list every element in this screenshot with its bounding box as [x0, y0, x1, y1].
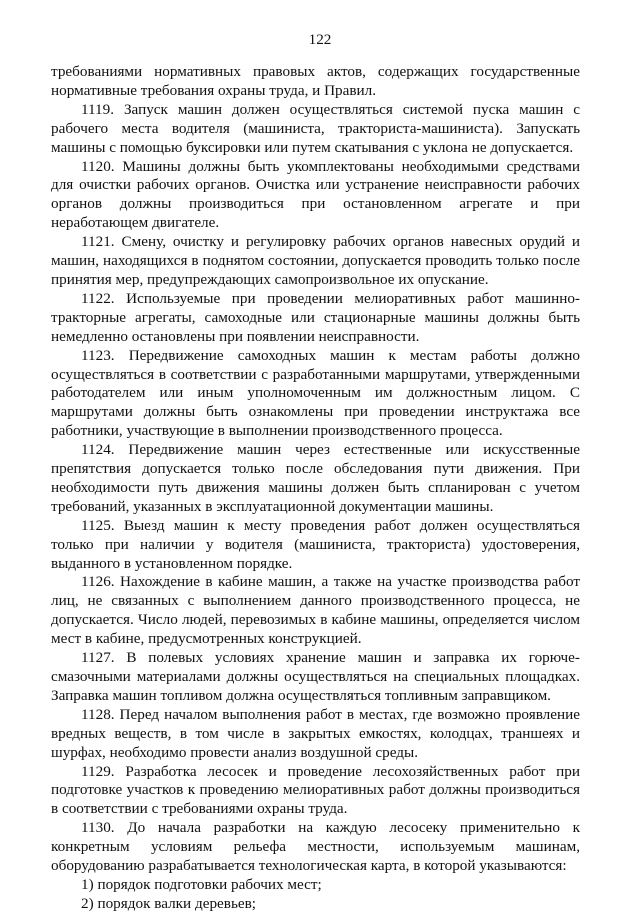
document-body	[51, 63, 580, 914]
paragraph-1130: 1130. До начала разработки на каждую лесосеку применительно к конкретным условиям рельефа местности, используемым машинам, оборудованию разрабатывается технологическая карта, в которой указываются:	[51, 819, 580, 875]
paragraph-1125: 1125. Выезд машин к месту проведения работ должен осуществляться только при наличии у водителя (машиниста, тракториста) удостоверения, выданного в установленном порядке.	[51, 516, 580, 572]
page-number: 122	[308, 31, 332, 48]
list-item: 1) порядок подготовки рабочих мест;	[81, 875, 322, 893]
paragraph-1129: 1129. Разработка лесосек и проведение лесохозяйственных работ при подготовке участков к проведению мелиоративных работ должны производиться в соответствии с требованиями охраны труда.	[51, 762, 580, 818]
paragraph-1127: 1127. В полевых условиях хранение машин и заправка их горюче-смазочными материалами должны осуществляться на специальных площадках. Заправка машин топливом должна осуществляться топливным заправщиком.	[51, 649, 580, 704]
paragraph-1122: 1122. Используемые при проведении мелиоративных работ машинно-тракторные агрегаты, самоходные или стационарные машины должны быть немедленно остановлены при появлении неисправности.	[51, 289, 580, 345]
paragraph-1123: 1123. Передвижение самоходных машин к местам работы должно осуществляться в соответствии с разработанными маршрутами, утвержденными работодателем или иным уполномоченным им должностным лицом. С маршрутами должны быть ознакомлены при проведении инструктажа все работники, участвующие в выполнении производственного процесса.	[51, 346, 580, 440]
paragraph-continuation: требованиями нормативных правовых актов, содержащих государственные нормативные требования охраны труда, и Правил.	[51, 63, 580, 99]
paragraph-1124: 1124. Передвижение машин через естественные или искусственные препятствия допускается только после обследования пути движения. При необходимости путь движения машины должен быть спланирован с учетом требований, указанных в эксплуатационной документации машины.	[51, 441, 580, 515]
paragraph-1120: 1120. Машины должны быть укомплектованы необходимыми средствами для очистки рабочих органов. Очистка или устранение неисправности рабочих органов должны производиться при остановленном агрегате и при неработающем двигателе.	[51, 157, 580, 232]
paragraph-1128: 1128. Перед началом выполнения работ в местах, где возможно проявление вредных веществ, в том числе в закрытых емкостях, колодцах, траншеях и шурфах, необходимо провести анализ воздушной среды.	[51, 705, 580, 761]
paragraph-1126: 1126. Нахождение в кабине машин, а также на участке производства работ лиц, не связанных с выполнением данного производственного процесса, не допускается. Число людей, перевозимых в кабине машины, определяется числом мест в кабине, предусмотренных конструкцией.	[51, 573, 580, 648]
paragraph-1119: 1119. Запуск машин должен осуществляться системой пуска машин с рабочего места водителя (машиниста, тракториста-машиниста). Запускать машины с помощью буксировки или путем скатывания с уклона не допускается.	[51, 100, 580, 156]
paragraph-1121: 1121. Смену, очистку и регулировку рабочих органов навесных орудий и машин, находящихся в поднятом состоянии, допускается проводить только после принятия мер, предупреждающих самопроизвольное их опускание.	[51, 233, 580, 288]
list-item: 2) порядок валки деревьев;	[81, 894, 257, 912]
